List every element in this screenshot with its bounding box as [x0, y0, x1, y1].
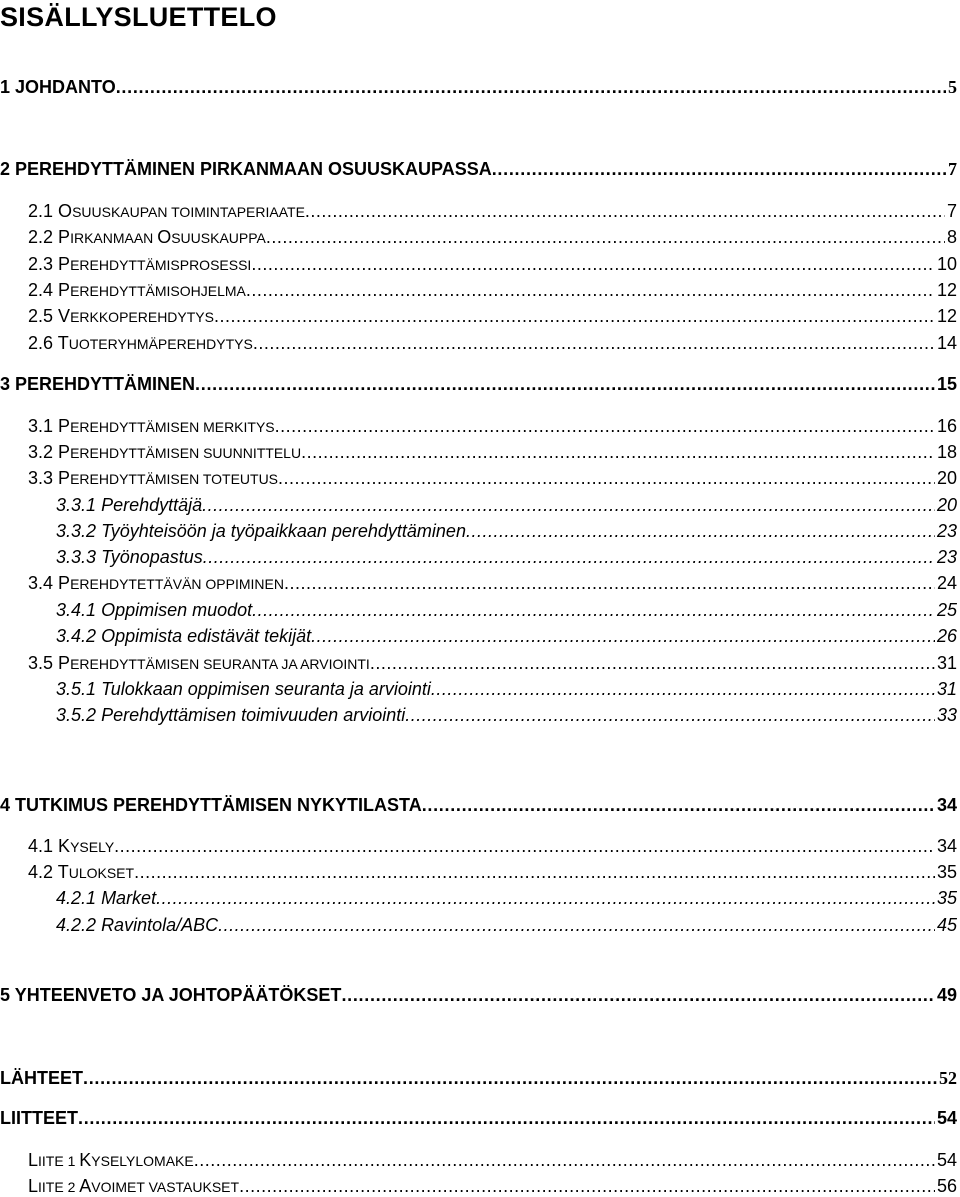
- toc-entry[interactable]: [28, 220, 957, 248]
- toc-entry[interactable]: [28, 273, 957, 301]
- toc-entry-title: [56, 600, 252, 621]
- dot-leader: [266, 227, 945, 248]
- toc-entry-text: T: [57, 862, 69, 882]
- toc-page-number: 20: [936, 468, 957, 488]
- dot-leader: [202, 495, 935, 516]
- toc-entry-title: [56, 705, 405, 726]
- toc-entry-text: IRKANMAAN: [70, 230, 158, 246]
- toc-entry-text: K: [58, 836, 71, 856]
- dot-leader: [341, 985, 935, 1006]
- toc-entry-text: IITE 2: [38, 1179, 80, 1195]
- toc-page-number: 15: [936, 374, 957, 394]
- dot-leader: [134, 862, 935, 883]
- toc-entry-text: EREHDYTTÄMISPROSESSI: [70, 257, 252, 273]
- toc-page-number: 12: [936, 280, 957, 300]
- toc-entry-text: K: [79, 1150, 92, 1170]
- toc-page-number: 34: [936, 836, 957, 856]
- toc-entry-text: SUUSKAUPPA: [171, 230, 266, 246]
- dot-leader: [405, 705, 935, 726]
- toc-page-number: 8: [946, 227, 957, 247]
- toc-entry-title: [56, 521, 466, 542]
- toc-page-number: 31: [936, 653, 957, 673]
- dot-leader: [278, 468, 935, 489]
- toc-page-number: 26: [936, 626, 957, 646]
- toc-page-number: 52: [939, 1068, 957, 1088]
- toc-entry-number: 3.3.2: [56, 521, 97, 541]
- toc-entry-title: [28, 254, 251, 275]
- toc-page-number: 45: [936, 915, 957, 935]
- toc-entry[interactable]: [56, 698, 957, 726]
- toc-entry[interactable]: [28, 247, 957, 275]
- toc-entry[interactable]: [56, 619, 957, 647]
- toc-entry[interactable]: [56, 881, 957, 909]
- toc-entry-number: 3.1: [28, 416, 54, 436]
- toc-entry-text: YSELYLOMAKE: [91, 1153, 194, 1169]
- toc-entry-number: 3.3: [28, 468, 54, 488]
- toc-entry-title: [28, 468, 278, 489]
- dot-leader: [116, 77, 946, 98]
- toc-entry-text: YHTEENVETO JA JOHTOPÄÄTÖKSET: [14, 985, 342, 1005]
- toc-entry[interactable]: [28, 194, 957, 222]
- dot-leader: [156, 888, 935, 909]
- toc-entry-number: 3: [0, 374, 11, 394]
- toc-entry-number: 2: [0, 159, 11, 179]
- toc-entry[interactable]: [56, 593, 957, 621]
- toc-entry[interactable]: [28, 326, 957, 354]
- toc-entry-text: P: [58, 442, 71, 462]
- toc-entry-text: JOHDANTO: [15, 77, 116, 97]
- toc-entry-number: 2.2: [28, 227, 54, 247]
- toc-entry-title: [56, 679, 431, 700]
- dot-leader: [301, 442, 935, 463]
- toc-entry-number: 3.4.1: [56, 600, 97, 620]
- toc-entry-number: 3.2: [28, 442, 54, 462]
- toc-entry[interactable]: [28, 299, 957, 327]
- dot-leader: [214, 306, 935, 327]
- toc-page-number: 23: [936, 521, 957, 541]
- toc-entry-text: O: [58, 201, 73, 221]
- toc-entry-number: 4.1: [28, 836, 54, 856]
- toc-entry[interactable]: [28, 1169, 957, 1197]
- toc-entry-number: 2.1: [28, 201, 54, 221]
- toc-entry-title: [28, 836, 114, 857]
- dot-leader: [246, 280, 935, 301]
- toc-entry-number: 2.5: [28, 306, 54, 326]
- toc-page-number: 54: [936, 1108, 957, 1128]
- toc-entry-text: Perehdyttämisen toimivuuden arviointi: [101, 705, 406, 725]
- toc-entry-title: [0, 159, 492, 180]
- toc-entry[interactable]: [0, 788, 957, 816]
- dot-leader: [203, 547, 935, 568]
- toc-entry[interactable]: [28, 435, 957, 463]
- toc-entry-title: [56, 495, 202, 516]
- toc-entry-text: UOTERYHMÄPEREHDYTYS: [68, 336, 253, 352]
- toc-entry[interactable]: [0, 70, 957, 98]
- toc-entry-text: EREHDYTTÄMISEN SEURANTA JA ARVIOINTI: [70, 656, 370, 672]
- toc-entry-text: EREHDYTTÄMISEN MERKITYS: [70, 419, 275, 435]
- toc-page-number: 56: [936, 1176, 957, 1196]
- toc-entry-text: L: [28, 1150, 39, 1170]
- toc-page-number: 7: [948, 159, 957, 179]
- toc-entry[interactable]: [56, 488, 957, 516]
- toc-entry[interactable]: [28, 461, 957, 489]
- toc-entry-title: [0, 77, 116, 98]
- toc-entry-number: 3.3.1: [56, 495, 97, 515]
- toc-entry-text: Oppimista edistävät tekijät: [101, 626, 312, 646]
- dot-leader: [252, 600, 935, 621]
- toc-page-number: 14: [936, 333, 957, 353]
- toc-entry-number: 3.5.2: [56, 705, 97, 725]
- dot-leader: [466, 521, 935, 542]
- toc-page-number: 16: [936, 416, 957, 436]
- toc-entry-number: 2.3: [28, 254, 54, 274]
- toc-entry-text: P: [58, 416, 71, 436]
- page-title: SISÄLLYSLUETTELO: [0, 2, 277, 32]
- toc-page-number: 35: [936, 888, 957, 908]
- dot-leader: [78, 1108, 935, 1129]
- toc-entry-text: VOIMET VASTAUKSET: [91, 1179, 240, 1195]
- toc-page-number: 7: [946, 201, 957, 221]
- toc-entry-text: Työyhteisöön ja työpaikkaan perehdyttäminen: [101, 521, 466, 541]
- toc-entry-title: [56, 626, 311, 647]
- dot-leader: [275, 416, 935, 437]
- toc-entry[interactable]: [56, 908, 957, 936]
- dot-leader: [114, 836, 935, 857]
- toc-entry-number: 3.5.1: [56, 679, 97, 699]
- toc-entry-text: P: [58, 653, 71, 673]
- toc-entry[interactable]: [56, 540, 957, 568]
- toc-entry-text: P: [58, 280, 71, 300]
- toc-entry-text: LÄHTEET: [0, 1068, 83, 1088]
- toc-entry-title: [28, 862, 134, 883]
- toc-entry-text: Ravintola/ABC: [101, 915, 219, 935]
- toc-page-number: 24: [936, 573, 957, 593]
- dot-leader: [284, 573, 935, 594]
- toc-entry-title: [56, 547, 203, 568]
- toc-entry-title: [0, 374, 195, 395]
- toc-entry-title: [0, 795, 422, 816]
- toc-page-number: 31: [936, 679, 957, 699]
- toc-entry-text: Tulokkaan oppimisen seuranta ja arviointi: [101, 679, 431, 699]
- toc-entry-title: [28, 306, 214, 327]
- toc-entry-text: L: [28, 1176, 39, 1196]
- toc-entry[interactable]: [28, 566, 957, 594]
- dot-leader: [83, 1068, 937, 1089]
- toc-entry-title: [28, 573, 284, 594]
- toc-page-number: 23: [936, 547, 957, 567]
- toc-entry-text: EREHDYTTÄMISOHJELMA: [70, 283, 246, 299]
- toc-entry[interactable]: [56, 514, 957, 542]
- toc-entry[interactable]: [0, 367, 957, 395]
- toc-entry-number: 4.2.1: [56, 888, 97, 908]
- toc-entry-text: O: [157, 227, 172, 247]
- dot-leader: [253, 333, 935, 354]
- toc-entry-text: YSELY: [70, 839, 115, 855]
- dot-leader: [422, 795, 935, 816]
- toc-entry[interactable]: [0, 1061, 957, 1089]
- toc-entry-title: [28, 442, 301, 463]
- toc-entry[interactable]: [28, 855, 957, 883]
- toc-entry-text: A: [79, 1176, 92, 1196]
- toc-entry-number: 5: [0, 985, 11, 1005]
- toc-entry[interactable]: [0, 152, 957, 180]
- toc-page-number: 12: [936, 306, 957, 326]
- dot-leader: [195, 374, 935, 395]
- toc-entry-text: V: [58, 306, 71, 326]
- toc-entry-text: IITE 1: [38, 1153, 80, 1169]
- toc-entry[interactable]: [28, 646, 957, 674]
- toc-entry-number: 4.2.2: [56, 915, 97, 935]
- dot-leader: [492, 159, 946, 180]
- toc-page-number: 18: [936, 442, 957, 462]
- toc-entry-title: [28, 1150, 194, 1171]
- toc-entry-title: [0, 1068, 83, 1089]
- toc-entry-text: Oppimisen muodot: [101, 600, 253, 620]
- toc-entry-title: [28, 416, 275, 437]
- toc-entry-number: 1: [0, 77, 11, 97]
- toc-page-number: 33: [936, 705, 957, 725]
- toc-entry-number: 3.4.2: [56, 626, 97, 646]
- toc-entry-title: [56, 915, 218, 936]
- toc-page-number: 34: [936, 795, 957, 815]
- toc-entry-title: [28, 333, 253, 354]
- toc-entry-text: PEREHDYTTÄMINEN: [15, 374, 196, 394]
- toc-entry[interactable]: [28, 1143, 957, 1171]
- toc-entry-title: [28, 227, 266, 248]
- dot-leader: [194, 1150, 935, 1171]
- toc-entry-text: T: [57, 333, 69, 353]
- toc-entry[interactable]: [0, 1101, 957, 1129]
- toc-entry-text: SUUSKAUPAN TOIMINTAPERIAATE: [72, 204, 305, 220]
- toc-entry-text: P: [58, 573, 71, 593]
- toc-entry-number: 2.4: [28, 280, 54, 300]
- toc-page-number: 49: [936, 985, 957, 1005]
- toc-entry-title: [28, 201, 305, 222]
- toc-entry-text: Perehdyttäjä: [101, 495, 203, 515]
- toc-entry-text: P: [58, 254, 71, 274]
- toc-entry-text: P: [58, 468, 71, 488]
- toc-entry-text: TUTKIMUS PEREHDYTTÄMISEN NYKYTILASTA: [15, 795, 422, 815]
- toc-entry-title: [0, 985, 341, 1006]
- toc-page-number: 54: [936, 1150, 957, 1170]
- dot-leader: [305, 201, 945, 222]
- toc-entry-number: 3.5: [28, 653, 54, 673]
- toc-entry-text: Työnopastus: [101, 547, 203, 567]
- toc-entry-text: EREHDYTETTÄVÄN OPPIMINEN: [70, 576, 284, 592]
- toc-entry-text: EREHDYTTÄMISEN SUUNNITTELU: [70, 445, 302, 461]
- toc-entry-text: EREHDYTTÄMISEN TOTEUTUS: [70, 471, 279, 487]
- toc-entry[interactable]: [28, 409, 957, 437]
- dot-leader: [251, 254, 935, 275]
- toc-page-number: 35: [936, 862, 957, 882]
- toc-entry[interactable]: [28, 829, 957, 857]
- dot-leader: [218, 915, 935, 936]
- toc-entry-title: [56, 888, 156, 909]
- toc-entry-text: P: [58, 227, 71, 247]
- toc-entry-number: 2.6: [28, 333, 54, 353]
- toc-entry-text: Market: [101, 888, 157, 908]
- toc-entry-title: [28, 280, 246, 301]
- toc-page-number: 10: [936, 254, 957, 274]
- toc-page-number: 20: [936, 495, 957, 515]
- toc-page-number: 25: [936, 600, 957, 620]
- toc-page-number: 5: [948, 77, 957, 97]
- toc-entry[interactable]: [56, 672, 957, 700]
- toc-entry-number: 3.4: [28, 573, 54, 593]
- dot-leader: [311, 626, 935, 647]
- toc-entry-number: 4: [0, 795, 11, 815]
- toc-entry-text: LIITTEET: [0, 1108, 78, 1128]
- toc-entry-text: ERKKOPEREHDYTYS: [70, 309, 214, 325]
- dot-leader: [370, 653, 935, 674]
- toc-entry-number: 4.2: [28, 862, 54, 882]
- dot-leader: [431, 679, 935, 700]
- toc-entry-text: PEREHDYTTÄMINEN PIRKANMAAN OSUUSKAUPASSA: [15, 159, 492, 179]
- toc-entry-number: 3.3.3: [56, 547, 97, 567]
- toc-entry-text: ULOKSET: [68, 865, 135, 881]
- toc-entry[interactable]: [0, 978, 957, 1006]
- toc-entry-title: [28, 653, 370, 674]
- toc-entry-title: [0, 1108, 78, 1129]
